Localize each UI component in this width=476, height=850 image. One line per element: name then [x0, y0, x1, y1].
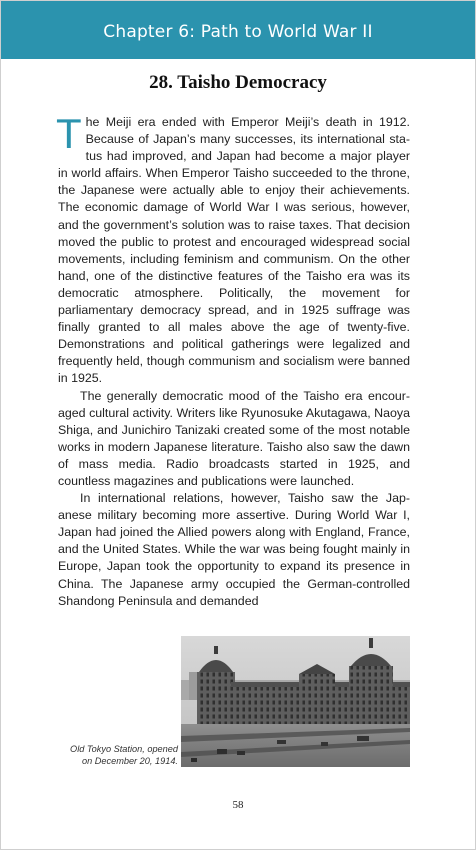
drop-cap: T — [56, 110, 82, 157]
paragraph-1-text: he Meiji era ended with Emperor Meiji’s death in 1912. Because of Japan’s many successes, its international status had improved, and Japan had become a major player in world affairs. When Emperor Taisho succeeded to the throne, the Japanese were actually able to enjoy their achievements. The economic damage of World War I was serious, however, and the government’s solution was to raise taxes. That decision moved the public to protest and encouraged widespread social movements, including feminism and communism. On the other hand, one of the distinctive features of the Taisho era was its democratic atmosphere. Politically, the movement for parliamentary democracy spread, and in 1925 suffrage was finally granted to all males above the age of twenty-five. Demonstrations and political gatherings were legalized and frequently held, though communism and socialism were banned in 1925. — [58, 115, 410, 386]
article-body — [56, 110, 410, 610]
chapter-header — [1, 1, 475, 59]
figure-caption: Old Tokyo Station, opened on December 20, 1914. — [70, 744, 178, 766]
page-number: 58 — [232, 799, 244, 811]
paragraph-3: In international relations, however, Taisho saw the Japanese military becoming more assertive. During World War I, Japan had joined the Allied powers along with England, France, and the United States. While the war was being fought mainly in Europe, Japan took the opportunity to expand its presence in China. The Japanese army occupied the German-controlled Shandong Peninsula and demanded — [58, 491, 410, 608]
paragraph-2: The generally democratic mood of the Taisho era encouraged cultural activity. Writers like Ryunosuke Akutagawa, Naoya Shiga, and Junichiro Tanizaki created some of the most notable works in modern Japanese literature. Taisho also saw the dawn of mass media. Radio broadcasts started in 1925, and countless magazines and publications were launched. — [58, 388, 410, 488]
section-title: 28. Taisho Democracy — [149, 72, 327, 93]
chapter-title: Chapter 6: Path to World War II — [103, 22, 373, 42]
paragraph-1 — [56, 110, 410, 388]
tokyo-station-photo — [181, 636, 410, 767]
